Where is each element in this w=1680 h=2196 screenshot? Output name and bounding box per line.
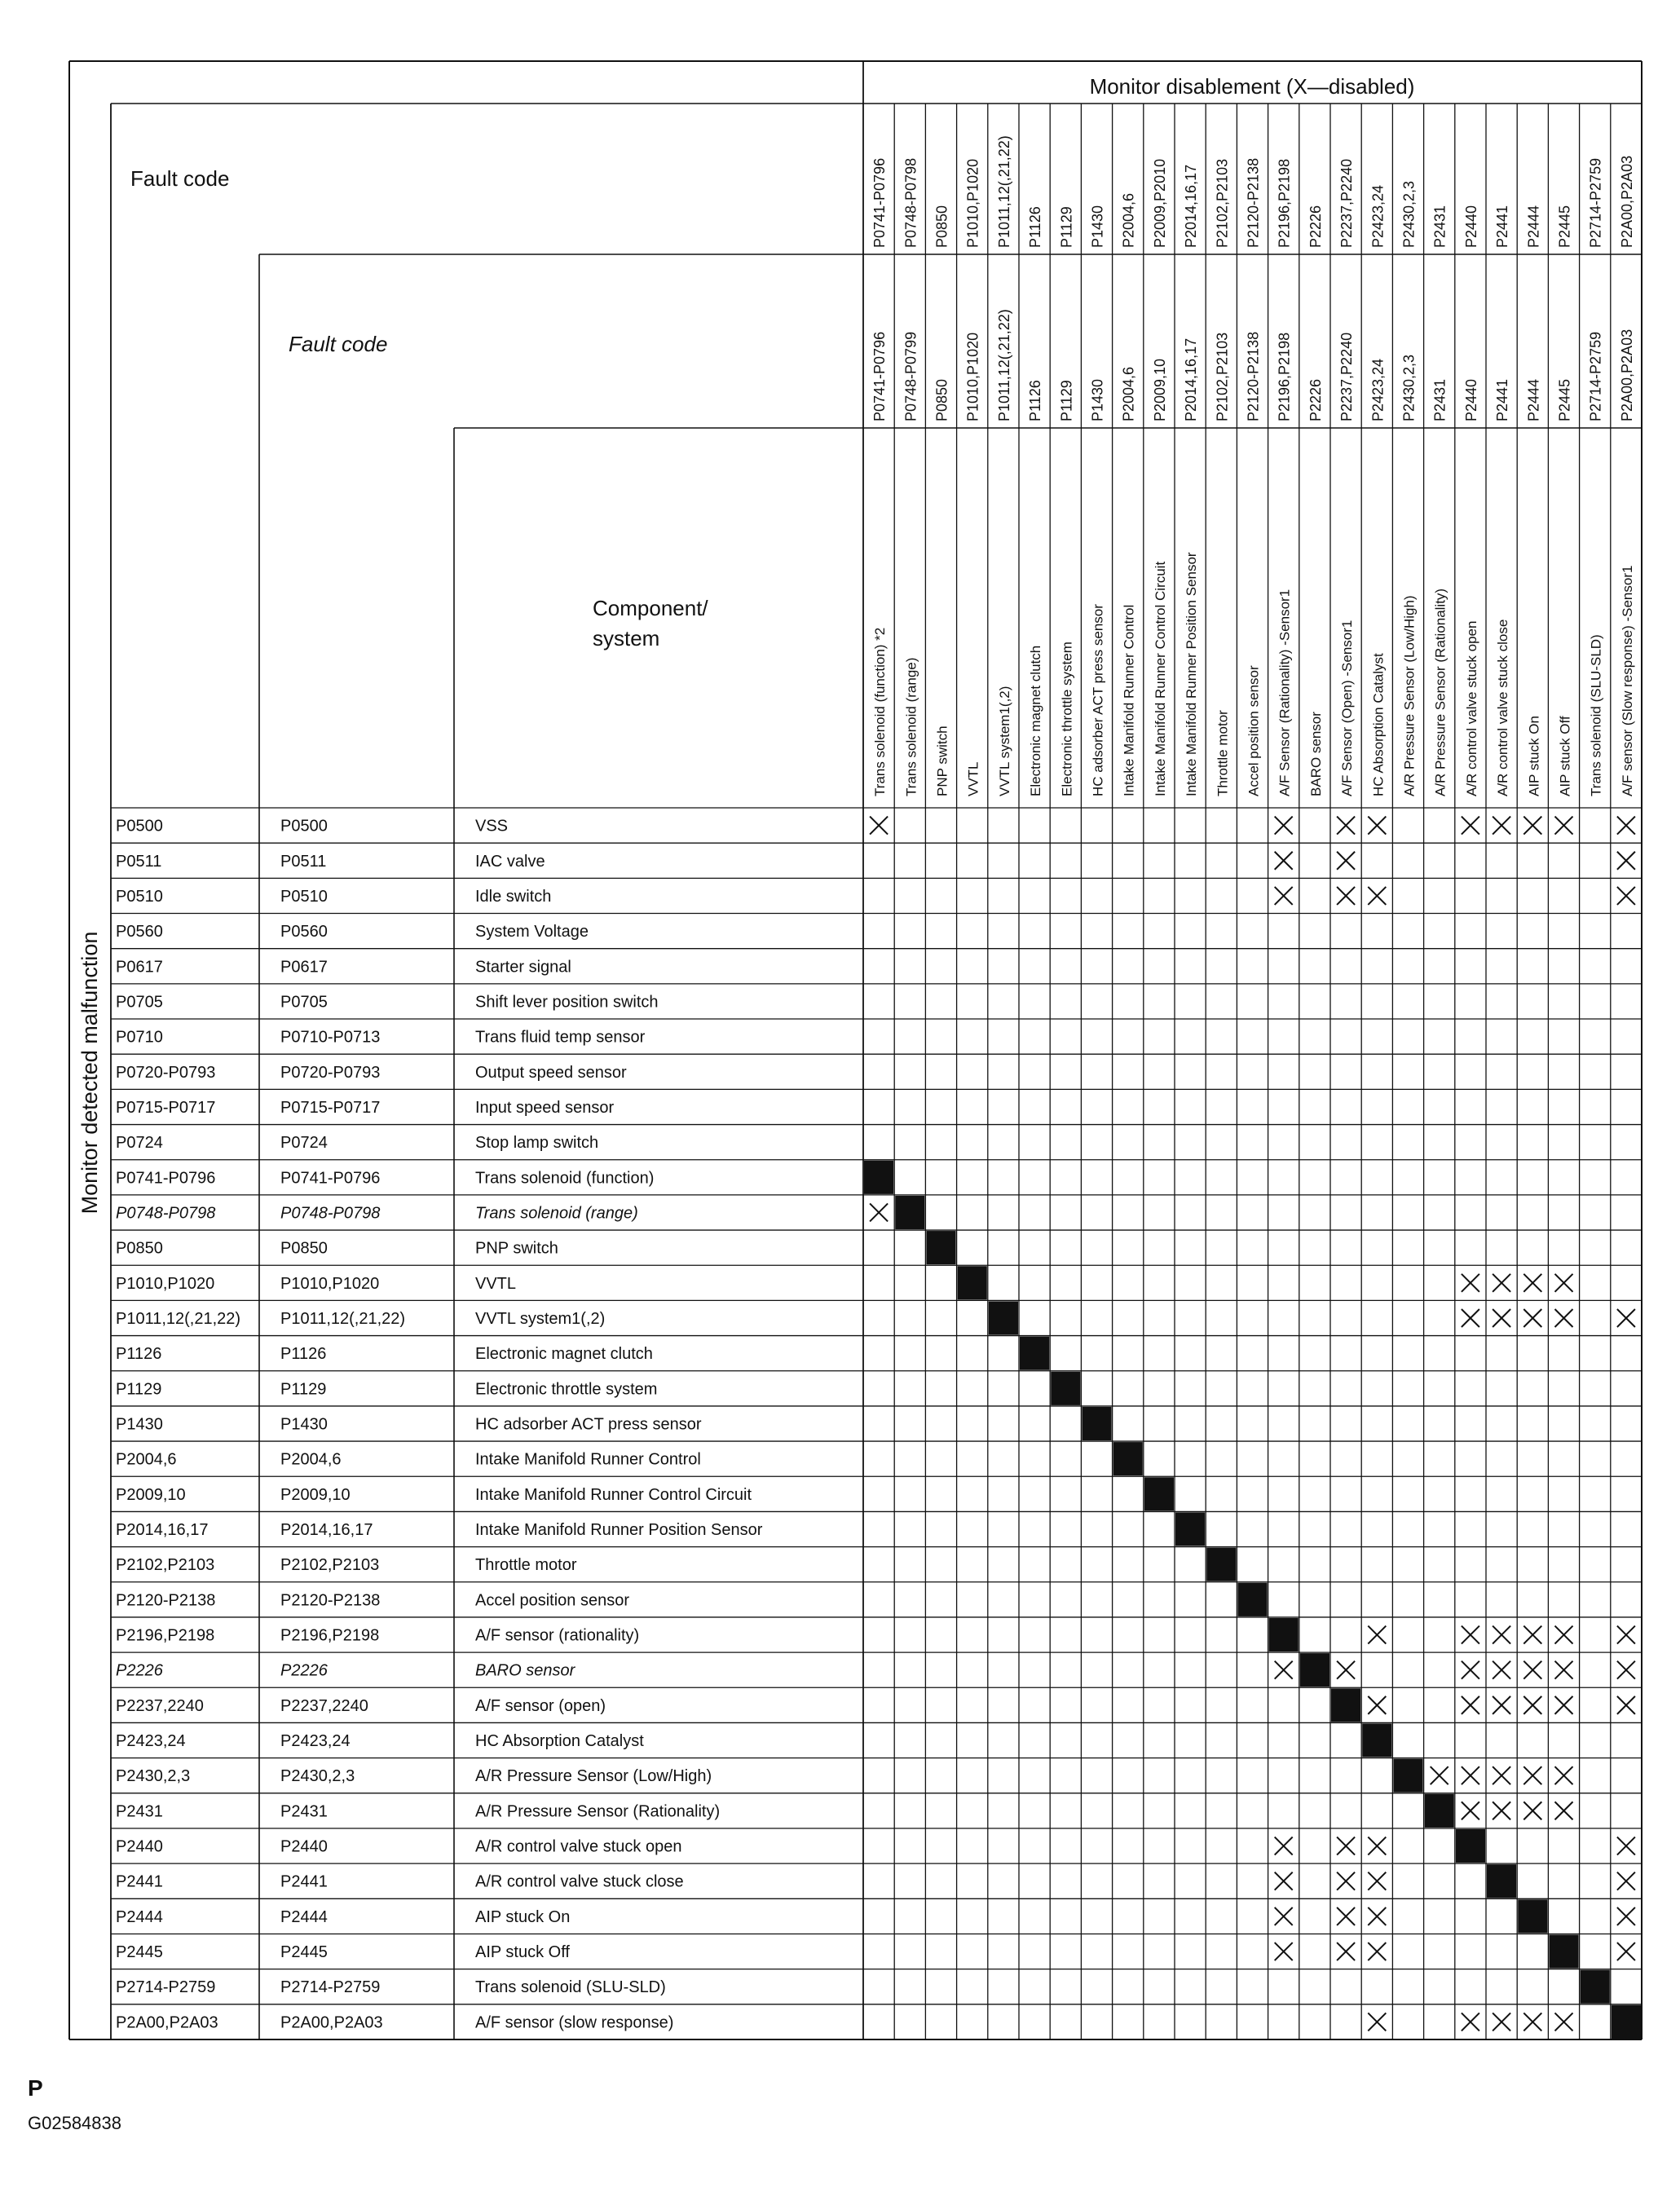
column-code-2: P2440 — [1462, 378, 1479, 421]
disabled-mark — [1523, 1661, 1541, 1679]
disabled-mark — [1431, 1766, 1449, 1784]
disabled-mark — [1368, 1626, 1386, 1644]
disabled-mark — [1523, 1309, 1541, 1327]
self-monitor-cell — [1393, 1759, 1422, 1793]
disabled-mark — [1523, 1626, 1541, 1644]
row-fault-code-2: P1126 — [280, 1345, 327, 1364]
disabled-mark — [1337, 1661, 1355, 1679]
disabled-mark — [1617, 1696, 1635, 1714]
disabled-mark — [1275, 1837, 1293, 1855]
component-system-header: Component/ — [593, 596, 708, 620]
disabled-mark — [1462, 1801, 1479, 1819]
row-fault-code: P0715-P0717 — [116, 1098, 216, 1117]
row-fault-code-2: P0748-P0798 — [280, 1204, 381, 1223]
column-code-2: P2009,10 — [1151, 358, 1168, 421]
self-monitor-cell — [1113, 1442, 1143, 1475]
row-fault-code: P0511 — [116, 852, 162, 871]
column-component: A/R control valve stuck open — [1463, 620, 1479, 796]
row-fault-code-2: P0617 — [280, 958, 328, 977]
row-fault-code-2: P0710-P0713 — [280, 1028, 381, 1047]
row-fault-code-2: P0560 — [280, 923, 328, 941]
row-fault-code-2: P2102,P2103 — [280, 1556, 380, 1575]
row-fault-code-2: P0850 — [280, 1239, 328, 1258]
disabled-mark — [1462, 1626, 1479, 1644]
disabled-mark — [1275, 1942, 1293, 1960]
self-monitor-cell — [1300, 1653, 1329, 1687]
row-fault-code-2: P2014,16,17 — [280, 1521, 373, 1540]
column-code-2: P1010,P1020 — [964, 332, 981, 421]
row-fault-code-2: P2004,6 — [280, 1450, 342, 1469]
row-component: IAC valve — [475, 852, 545, 871]
self-monitor-cell — [1051, 1372, 1080, 1405]
row-fault-code: P2237,2240 — [116, 1696, 204, 1715]
disabled-mark — [1555, 1626, 1573, 1644]
column-component: A/R Pressure Sensor (Rationality) — [1432, 588, 1449, 796]
column-code: P2237,P2240 — [1338, 158, 1356, 248]
row-component: A/R control valve stuck close — [475, 1872, 684, 1891]
disabled-mark — [1617, 1872, 1635, 1890]
column-code: P2102,P2103 — [1214, 158, 1231, 248]
self-monitor-cell — [1549, 1934, 1578, 1968]
column-code-2: P1129 — [1058, 380, 1075, 421]
disabled-mark — [1523, 1696, 1541, 1714]
row-component: Trans fluid temp sensor — [475, 1028, 646, 1047]
row-fault-code-2: P1430 — [280, 1415, 328, 1434]
row-fault-code: P2714-P2759 — [116, 1978, 216, 1997]
row-fault-code-2: P1010,P1020 — [280, 1274, 380, 1293]
row-fault-code: P0710 — [116, 1028, 163, 1047]
self-monitor-cell — [1175, 1512, 1205, 1546]
row-fault-code-2: P0720-P0793 — [280, 1063, 381, 1082]
column-code: P2004,6 — [1120, 192, 1137, 248]
disabled-mark — [1462, 1309, 1479, 1327]
column-component: HC Absorption Catalyst — [1370, 653, 1387, 796]
row-component: HC adsorber ACT press sensor — [475, 1415, 702, 1434]
disabled-mark — [1523, 817, 1541, 835]
row-fault-code: P2196,P2198 — [116, 1626, 215, 1645]
row-fault-code: P2A00,P2A03 — [116, 2013, 218, 2032]
disabled-mark — [1275, 1661, 1293, 1679]
row-component: Shift lever position switch — [475, 993, 659, 1012]
column-component: VVTL — [965, 761, 981, 796]
column-code-2: P0741-P0796 — [871, 331, 889, 421]
column-code: P0741-P0796 — [871, 157, 889, 248]
disabled-mark — [1368, 1872, 1386, 1890]
column-code-2: P2431 — [1431, 378, 1449, 421]
row-fault-code-2: P2423,24 — [280, 1732, 351, 1751]
column-code-2: P2444 — [1525, 378, 1542, 421]
disabled-mark — [1617, 1661, 1635, 1679]
disabled-mark — [1523, 2013, 1541, 2031]
disabled-mark — [1555, 1309, 1573, 1327]
disabled-mark — [1555, 1274, 1573, 1292]
disabled-mark — [1617, 817, 1635, 835]
disabled-mark — [1462, 1661, 1479, 1679]
row-component: Trans solenoid (range) — [475, 1204, 638, 1223]
row-component: Intake Manifold Runner Control — [475, 1450, 701, 1469]
row-fault-code-2: P2237,2240 — [280, 1696, 368, 1715]
row-fault-code: P0748-P0798 — [116, 1204, 216, 1223]
disabled-mark — [1337, 817, 1355, 835]
column-component: Intake Manifold Runner Control Circuit — [1152, 561, 1168, 796]
column-component: A/R control valve stuck close — [1495, 619, 1511, 796]
row-component: BARO sensor — [475, 1661, 575, 1680]
row-fault-code-2: P1129 — [280, 1380, 327, 1399]
column-component: HC adsorber ACT press sensor — [1090, 604, 1106, 796]
row-component: VSS — [475, 817, 509, 836]
column-code-2: P2A00,P2A03 — [1618, 329, 1635, 421]
row-component: Input speed sensor — [475, 1098, 615, 1117]
row-fault-code: P1430 — [116, 1415, 163, 1434]
disabled-mark — [1337, 887, 1355, 905]
column-component: BARO sensor — [1307, 712, 1324, 796]
column-code-2: P2014,16,17 — [1183, 337, 1200, 421]
fault-code-header-2: Fault code — [289, 332, 388, 356]
disabled-mark — [1617, 1837, 1635, 1855]
column-code: P1129 — [1058, 206, 1075, 248]
column-code-2: P1430 — [1089, 378, 1106, 421]
row-component: AIP stuck Off — [475, 1943, 570, 1962]
row-component: Idle switch — [475, 887, 552, 906]
row-fault-code: P2430,2,3 — [116, 1767, 191, 1786]
component-system-header: system — [593, 626, 660, 650]
row-fault-code: P1129 — [116, 1380, 162, 1399]
disabled-mark — [1493, 1766, 1510, 1784]
row-fault-code-2: P2444 — [280, 1907, 328, 1926]
column-code-2: P2102,P2103 — [1214, 332, 1231, 421]
column-code-2: P2714-P2759 — [1587, 331, 1604, 421]
self-monitor-cell — [926, 1231, 955, 1264]
column-code-2: P2430,2,3 — [1400, 354, 1418, 421]
disabled-mark — [1555, 1766, 1573, 1784]
column-code: P1126 — [1027, 206, 1044, 248]
column-code-2: P2120-P2138 — [1245, 331, 1262, 421]
row-component: AIP stuck On — [475, 1907, 571, 1926]
disabled-mark — [1337, 852, 1355, 870]
row-component: System Voltage — [475, 923, 589, 941]
self-monitor-cell — [1020, 1337, 1049, 1370]
row-component: VVTL — [475, 1274, 517, 1293]
row-fault-code-2: P2431 — [280, 1802, 328, 1821]
disabled-mark — [1368, 1696, 1386, 1714]
fault-code-header: Fault code — [130, 166, 230, 191]
row-fault-code-2: P0705 — [280, 993, 328, 1012]
row-fault-code: P0510 — [116, 887, 163, 906]
disabled-mark — [1337, 1837, 1355, 1855]
monitor-detected-side-label: Monitor detected malfunction — [77, 931, 102, 1215]
disabled-mark — [1462, 1766, 1479, 1784]
column-component: Trans solenoid (range) — [903, 657, 919, 796]
row-fault-code: P2423,24 — [116, 1732, 186, 1751]
self-monitor-cell — [1487, 1864, 1516, 1898]
disabled-mark — [1617, 887, 1635, 905]
row-fault-code-2: P0510 — [280, 887, 328, 906]
row-fault-code-2: P0724 — [280, 1134, 328, 1153]
column-code: P2444 — [1525, 205, 1542, 248]
column-code-2: P2445 — [1556, 378, 1573, 421]
column-component: AIP stuck Off — [1557, 716, 1573, 796]
column-code-2: P2237,P2240 — [1338, 332, 1356, 421]
column-component: Electronic magnet clutch — [1028, 645, 1044, 796]
row-component: A/F sensor (open) — [475, 1696, 606, 1715]
disabled-mark — [1555, 2013, 1573, 2031]
row-fault-code: P0720-P0793 — [116, 1063, 216, 1082]
row-fault-code: P2004,6 — [116, 1450, 177, 1469]
disabled-mark — [1462, 1696, 1479, 1714]
disabled-mark — [1555, 817, 1573, 835]
disabled-mark — [1275, 817, 1293, 835]
column-code-2: P2441 — [1494, 378, 1511, 421]
disabled-mark — [1462, 817, 1479, 835]
row-fault-code-2: P0715-P0717 — [280, 1098, 381, 1117]
disabled-mark — [1493, 817, 1510, 835]
row-fault-code: P0617 — [116, 958, 163, 977]
column-code: P2120-P2138 — [1245, 157, 1262, 248]
disabled-mark — [1462, 1274, 1479, 1292]
disabled-mark — [1368, 887, 1386, 905]
column-code-2: P2423,24 — [1369, 358, 1387, 421]
column-code-2: P2004,6 — [1120, 366, 1137, 421]
disabled-mark — [1555, 1661, 1573, 1679]
row-component: HC Absorption Catalyst — [475, 1732, 644, 1751]
self-monitor-cell — [1456, 1829, 1485, 1863]
column-component: A/F sensor (Slow response) -Sensor1 — [1619, 565, 1635, 796]
column-code: P2423,24 — [1369, 184, 1387, 248]
disabled-mark — [1368, 1942, 1386, 1960]
row-component: Starter signal — [475, 958, 571, 977]
row-component: Output speed sensor — [475, 1063, 627, 1082]
self-monitor-cell — [864, 1161, 893, 1194]
disabled-mark — [1493, 1661, 1510, 1679]
row-component: Intake Manifold Runner Position Sensor — [475, 1521, 763, 1540]
self-monitor-cell — [989, 1301, 1018, 1334]
self-monitor-cell — [1082, 1407, 1111, 1440]
disabled-mark — [1462, 2013, 1479, 2031]
column-code-2: P2196,P2198 — [1276, 332, 1293, 421]
row-fault-code-2: P0500 — [280, 817, 328, 836]
row-fault-code-2: P2226 — [280, 1661, 328, 1680]
column-code: P1430 — [1089, 205, 1106, 248]
disabled-mark — [870, 1203, 888, 1221]
column-code: P0850 — [933, 205, 950, 248]
column-code: P2226 — [1307, 205, 1324, 248]
row-fault-code: P2444 — [116, 1907, 163, 1926]
row-fault-code-2: P2A00,P2A03 — [280, 2013, 383, 2032]
self-monitor-cell — [1612, 2005, 1641, 2039]
row-component: A/R Pressure Sensor (Rationality) — [475, 1802, 721, 1821]
row-component: VVTL system1(,2) — [475, 1309, 606, 1328]
row-component: Accel position sensor — [475, 1591, 629, 1610]
monitor-disablement-title: Monitor disablement (X—disabled) — [1089, 74, 1415, 99]
column-component: Throttle motor — [1215, 710, 1231, 796]
column-code: P2441 — [1494, 205, 1511, 248]
disabled-mark — [1617, 1309, 1635, 1327]
self-monitor-cell — [1206, 1548, 1236, 1581]
disabled-mark — [1555, 1696, 1573, 1714]
disabled-mark — [1493, 1274, 1510, 1292]
self-monitor-cell — [1362, 1723, 1391, 1757]
disabled-mark — [1368, 2013, 1386, 2031]
column-code: P1011,12(,21,22) — [995, 135, 1012, 248]
row-component: Electronic magnet clutch — [475, 1345, 653, 1364]
row-fault-code: P2226 — [116, 1661, 163, 1680]
row-component: Trans solenoid (SLU-SLD) — [475, 1978, 666, 1997]
row-component: PNP switch — [475, 1239, 558, 1258]
row-component: A/R Pressure Sensor (Low/High) — [475, 1767, 712, 1786]
row-fault-code: P2431 — [116, 1802, 163, 1821]
disabled-mark — [1523, 1274, 1541, 1292]
column-component: Intake Manifold Runner Position Sensor — [1184, 552, 1200, 796]
self-monitor-cell — [1237, 1583, 1267, 1616]
column-code: P0748-P0798 — [902, 157, 919, 248]
row-fault-code: P2441 — [116, 1872, 163, 1891]
row-component: Throttle motor — [475, 1556, 577, 1575]
column-code-2: P1126 — [1027, 380, 1044, 421]
column-component: AIP stuck On — [1526, 716, 1542, 796]
row-fault-code-2: P2120-P2138 — [280, 1591, 381, 1610]
row-component: A/F sensor (rationality) — [475, 1626, 640, 1645]
column-code: P2430,2,3 — [1400, 180, 1418, 248]
column-code: P2431 — [1431, 205, 1449, 248]
column-component: VVTL system1(,2) — [996, 686, 1012, 796]
row-fault-code: P2009,10 — [116, 1485, 186, 1504]
row-fault-code-2: P2445 — [280, 1943, 328, 1962]
disabled-mark — [1493, 2013, 1510, 2031]
column-component: Intake Manifold Runner Control — [1121, 604, 1137, 796]
column-component: A/R Pressure Sensor (Low/High) — [1401, 595, 1418, 796]
column-code-2: P1011,12(,21,22) — [995, 309, 1012, 421]
disabled-mark — [1617, 1942, 1635, 1960]
row-component: Electronic throttle system — [475, 1380, 658, 1399]
disabled-mark — [1275, 852, 1293, 870]
disabled-mark — [1275, 1907, 1293, 1925]
column-code-2: P2226 — [1307, 378, 1324, 421]
row-fault-code-2: P2441 — [280, 1872, 328, 1891]
self-monitor-cell — [1518, 1899, 1547, 1933]
disabled-mark — [1617, 1907, 1635, 1925]
row-fault-code: P0724 — [116, 1134, 163, 1153]
disabled-mark — [1493, 1626, 1510, 1644]
disabled-mark — [1493, 1309, 1510, 1327]
column-code: P2714-P2759 — [1587, 157, 1604, 248]
disabled-mark — [1368, 1907, 1386, 1925]
row-fault-code: P2440 — [116, 1837, 163, 1856]
column-code-2: P0850 — [933, 378, 950, 421]
disabled-mark — [1275, 1872, 1293, 1890]
row-component: Intake Manifold Runner Control Circuit — [475, 1485, 752, 1504]
row-fault-code: P1010,P1020 — [116, 1274, 215, 1293]
disabled-mark — [870, 817, 888, 835]
row-fault-code-2: P2440 — [280, 1837, 328, 1856]
column-component: A/F Sensor (Open) -Sensor1 — [1339, 620, 1356, 796]
row-component: A/F sensor (slow response) — [475, 2013, 674, 2032]
column-code: P2445 — [1556, 205, 1573, 248]
column-component: Trans solenoid (function) *2 — [872, 627, 889, 796]
row-fault-code-2: P2196,P2198 — [280, 1626, 380, 1645]
self-monitor-cell — [958, 1266, 987, 1299]
disabled-mark — [1617, 852, 1635, 870]
row-fault-code-2: P1011,12(,21,22) — [280, 1309, 406, 1328]
footer-letter: P — [28, 2075, 43, 2101]
disabled-mark — [1523, 1801, 1541, 1819]
row-fault-code: P2445 — [116, 1943, 163, 1962]
column-code: P1010,P1020 — [964, 158, 981, 248]
disabled-mark — [1493, 1696, 1510, 1714]
row-component: A/R control valve stuck open — [475, 1837, 682, 1856]
self-monitor-cell — [1269, 1618, 1299, 1651]
row-fault-code-2: P0741-P0796 — [280, 1169, 381, 1188]
row-fault-code-2: P0511 — [280, 852, 327, 871]
row-component: Stop lamp switch — [475, 1134, 599, 1153]
self-monitor-cell — [1425, 1794, 1454, 1828]
row-fault-code-2: P2430,2,3 — [280, 1767, 355, 1786]
row-fault-code: P1126 — [116, 1345, 162, 1364]
column-component: Trans solenoid (SLU-SLD) — [1588, 634, 1604, 796]
row-fault-code: P0705 — [116, 993, 163, 1012]
row-fault-code: P0741-P0796 — [116, 1169, 216, 1188]
row-component: Trans solenoid (function) — [475, 1169, 655, 1188]
self-monitor-cell — [1144, 1477, 1174, 1510]
column-code: P2009,P2010 — [1151, 158, 1168, 248]
row-fault-code: P0500 — [116, 817, 163, 836]
row-fault-code: P2102,P2103 — [116, 1556, 215, 1575]
column-component: Accel position sensor — [1246, 665, 1262, 796]
column-code: P2440 — [1462, 205, 1479, 248]
disabled-mark — [1493, 1801, 1510, 1819]
column-component: PNP switch — [934, 725, 950, 796]
disabled-mark — [1337, 1942, 1355, 1960]
row-fault-code: P2014,16,17 — [116, 1521, 209, 1540]
disabled-mark — [1337, 1872, 1355, 1890]
self-monitor-cell — [1331, 1688, 1360, 1722]
disabled-mark — [1523, 1766, 1541, 1784]
row-fault-code-2: P2009,10 — [280, 1485, 351, 1504]
graphic-id: G02584838 — [28, 2113, 121, 2133]
column-code-2: P0748-P0799 — [902, 331, 919, 421]
disabled-mark — [1555, 1801, 1573, 1819]
column-code: P2A00,P2A03 — [1618, 155, 1635, 248]
disabled-mark — [1617, 1626, 1635, 1644]
column-code: P2014,16,17 — [1183, 164, 1200, 248]
disabled-mark — [1368, 1837, 1386, 1855]
self-monitor-cell — [1581, 1970, 1610, 2004]
disabled-mark — [1368, 817, 1386, 835]
row-fault-code: P0850 — [116, 1239, 163, 1258]
column-component: Electronic throttle system — [1059, 642, 1075, 796]
row-fault-code: P1011,12(,21,22) — [116, 1309, 241, 1328]
self-monitor-cell — [895, 1196, 924, 1229]
row-fault-code: P2120-P2138 — [116, 1591, 216, 1610]
row-fault-code: P0560 — [116, 923, 163, 941]
disabled-mark — [1337, 1907, 1355, 1925]
column-component: A/F Sensor (Rationality) -Sensor1 — [1277, 589, 1293, 796]
row-fault-code-2: P2714-P2759 — [280, 1978, 381, 1997]
column-code: P2196,P2198 — [1276, 158, 1293, 248]
disabled-mark — [1275, 887, 1293, 905]
